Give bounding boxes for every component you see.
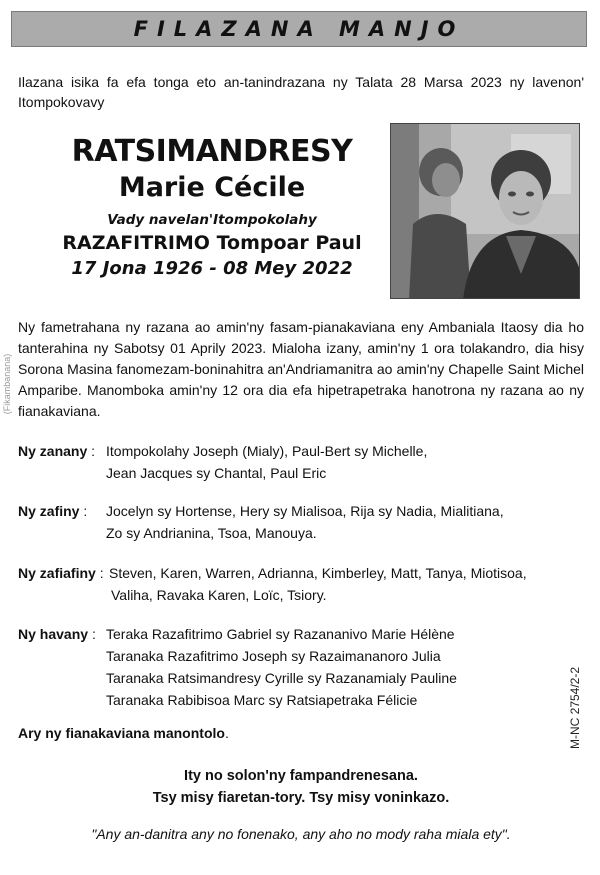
intro-text: Ilazana isika fa efa tonga eto an-tanindrazana ny Talata 28 Marsa 2023 ny lavenon' Itompokovavy xyxy=(18,74,584,110)
family-label: Ny havany : xyxy=(18,626,96,642)
family-line: Taranaka Razafitrimo Joseph sy Razaimananoro Julia xyxy=(106,648,441,664)
family-line: Teraka Razafitrimo Gabriel sy Razananivo Marie Hélène xyxy=(106,626,455,642)
deceased-surname: RATSIMANDRESY xyxy=(71,134,353,169)
family-group-havany xyxy=(18,623,584,711)
deceased-given-names: Marie Cécile xyxy=(118,172,306,203)
family-all: Ary ny fianakaviana manontolo. xyxy=(18,725,229,741)
family-label: Ny zafiafiny : xyxy=(18,565,104,581)
family-line: Zo sy Andrianina, Tsoa, Manouya. xyxy=(106,525,317,541)
family-group-zafiny xyxy=(18,500,584,544)
family-line: Jean Jacques sy Chantal, Paul Eric xyxy=(106,465,327,481)
family-line: Itompokolahy Joseph (Mialy), Paul-Bert sy Michelle, xyxy=(106,443,428,459)
family-line: Taranaka Rabibisoa Marc sy Ratsiapetraka Félicie xyxy=(106,692,418,708)
announcement-paragraph: Ny fametrahana ny razana ao amin'ny fasam-pianakaviana eny Ambaniala Itaosy dia ho tanterahina ny Sabotsy 01 Aprily 2023. Mialoha izany, amin'ny 1 ora tolakandro, dia hisy Sorona Masina fanomezam-boninahitra an'Andriamanitra ao amin'ny Chapelle Saint Michel Amparibe. Manomboka amin'ny 12 ora dia efa hipetrapetraka hanotrona ny razana ao ny fianakaviana. xyxy=(18,319,584,419)
portrait-photo xyxy=(390,123,580,299)
family-line: Taranaka Ratsimandresy Cyrille sy Razanamialy Pauline xyxy=(106,670,457,686)
side-code-right: M-NC 2754/2-2 xyxy=(568,666,582,750)
family-group-zanany xyxy=(18,440,584,484)
deceased-block xyxy=(44,134,380,282)
portrait-photo-icon xyxy=(391,124,580,299)
closing-notice xyxy=(18,765,584,809)
relation-label: Vady navelan'Itompokolahy xyxy=(107,212,317,228)
spouse-name: RAZAFITRIMO Tompoar Paul xyxy=(62,232,362,254)
family-line: Jocelyn sy Hortense, Hery sy Mialisoa, Rija sy Nadia, Mialitiana, xyxy=(106,503,504,519)
life-dates: 17 Jona 1926 - 08 Mey 2022 xyxy=(71,258,353,279)
side-code-left: (Fikambanana) xyxy=(2,353,12,415)
closing-line-1: Ity no solon'ny fampandrenesana. xyxy=(184,768,418,784)
closing-line-2: Tsy misy fiaretan-tory. Tsy misy voninkazo. xyxy=(152,790,450,806)
header-title: FILAZANA MANJO xyxy=(133,17,465,41)
header-banner xyxy=(11,11,587,47)
closing-quote: "Any an-danitra any no fonenako, any aho no mody raha miala ety". xyxy=(91,826,511,842)
family-group-zafiafiny xyxy=(18,562,584,606)
family-line: Valiha, Ravaka Karen, Loïc, Tsiory. xyxy=(111,587,327,603)
family-label: Ny zafiny : xyxy=(18,503,88,519)
family-line: Steven, Karen, Warren, Adrianna, Kimberley, Matt, Tanya, Miotisoa, xyxy=(109,565,527,581)
family-label: Ny zanany : xyxy=(18,443,96,459)
